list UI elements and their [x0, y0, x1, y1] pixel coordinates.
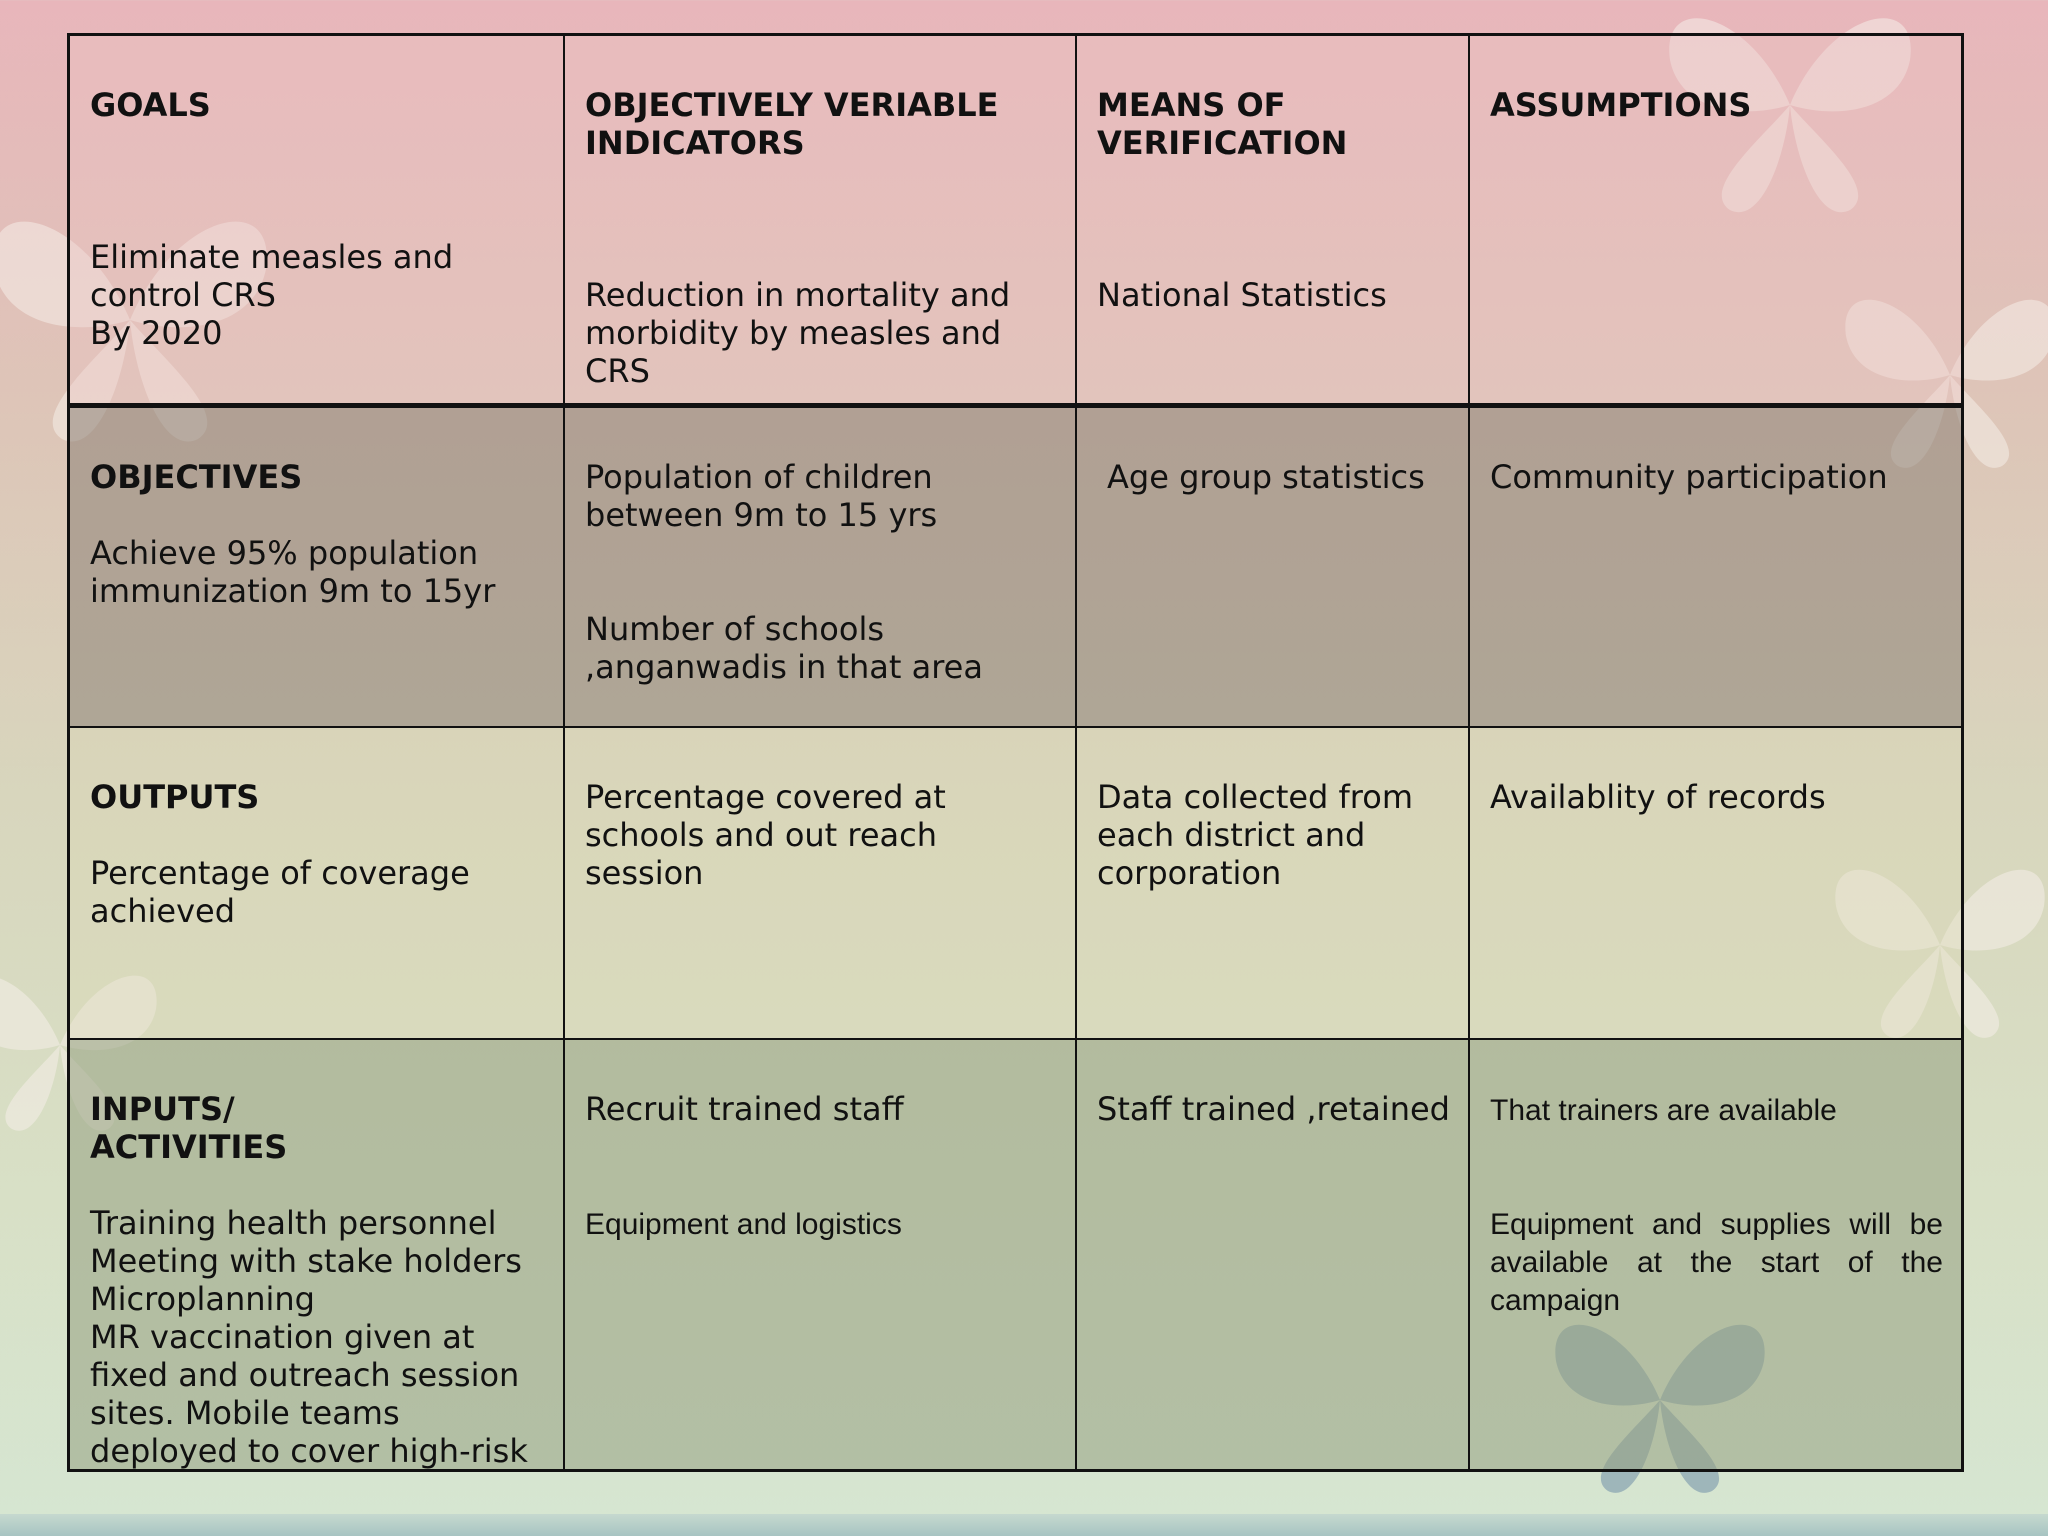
cell-goals — [70, 36, 565, 408]
inputs-ovi-2: Equipment and logistics — [585, 1208, 902, 1241]
cell-objectives — [70, 408, 565, 728]
cell-outputs — [70, 728, 565, 1040]
mov-goal-text: National Statistics — [1097, 276, 1387, 314]
cell-assumptions-heading — [1470, 36, 1961, 408]
cell-inputs-ovi — [565, 1040, 1077, 1469]
inputs-mov-text: Staff trained ,retained — [1097, 1090, 1450, 1128]
outputs-mov-text: Data collected from each district and corporation — [1097, 778, 1413, 892]
objectives-mov-text: Age group statistics — [1107, 458, 1425, 496]
outputs-ovi-text: Percentage covered at schools and out reach session — [585, 778, 946, 892]
cell-outputs-ovi — [565, 728, 1077, 1040]
cell-inputs-assumption — [1470, 1040, 1961, 1469]
assumptions-heading: ASSUMPTIONS — [1490, 86, 1752, 124]
goals-text: Eliminate measles and control CRS By 2020 — [90, 238, 454, 352]
cell-ovi-heading — [565, 36, 1077, 408]
cell-inputs — [70, 1040, 565, 1469]
inputs-ovi-1: Recruit trained staff — [585, 1090, 904, 1128]
goals-heading: GOALS — [90, 86, 211, 124]
objectives-assumption-text: Community participation — [1490, 458, 1888, 496]
objectives-heading: OBJECTIVES — [90, 458, 303, 496]
cell-objectives-ovi — [565, 408, 1077, 728]
bottom-band — [0, 1514, 2048, 1536]
objectives-ovi-2: Number of schools ,anganwadis in that area — [585, 610, 983, 686]
ovi-goal-text: Reduction in mortality and morbidity by measles and CRS — [585, 276, 1011, 390]
inputs-assumption-1: That trainers are available — [1490, 1094, 1837, 1127]
inputs-heading: INPUTS/ ACTIVITIES — [90, 1090, 288, 1166]
mov-heading: MEANS OF VERIFICATION — [1097, 86, 1348, 162]
cell-objectives-mov — [1077, 408, 1470, 728]
cell-mov-heading — [1077, 36, 1470, 408]
cell-inputs-mov — [1077, 1040, 1470, 1469]
logframe-table — [67, 33, 1964, 1472]
cell-outputs-mov — [1077, 728, 1470, 1040]
outputs-heading: OUTPUTS — [90, 778, 260, 816]
cell-outputs-assumption — [1470, 728, 1961, 1040]
objectives-text: Achieve 95% population immunization 9m to 15yr — [90, 534, 496, 610]
inputs-text: Training health personnel Meeting with stake holders Microplanning MR vaccination given at fixed and outreach session sites. Mobile teams deployed to cover high-risk — [90, 1204, 528, 1469]
cell-objectives-assumption — [1470, 408, 1961, 728]
outputs-assumption-text: Availablity of records — [1490, 778, 1826, 816]
outputs-text: Percentage of coverage achieved — [90, 854, 470, 930]
objectives-ovi-1: Population of children between 9m to 15 yrs — [585, 458, 938, 534]
ovi-heading: OBJECTIVELY VERIABLE INDICATORS — [585, 86, 999, 162]
inputs-assumption-2: Equipment and supplies will be available at the start of the campaign — [1490, 1208, 1943, 1317]
